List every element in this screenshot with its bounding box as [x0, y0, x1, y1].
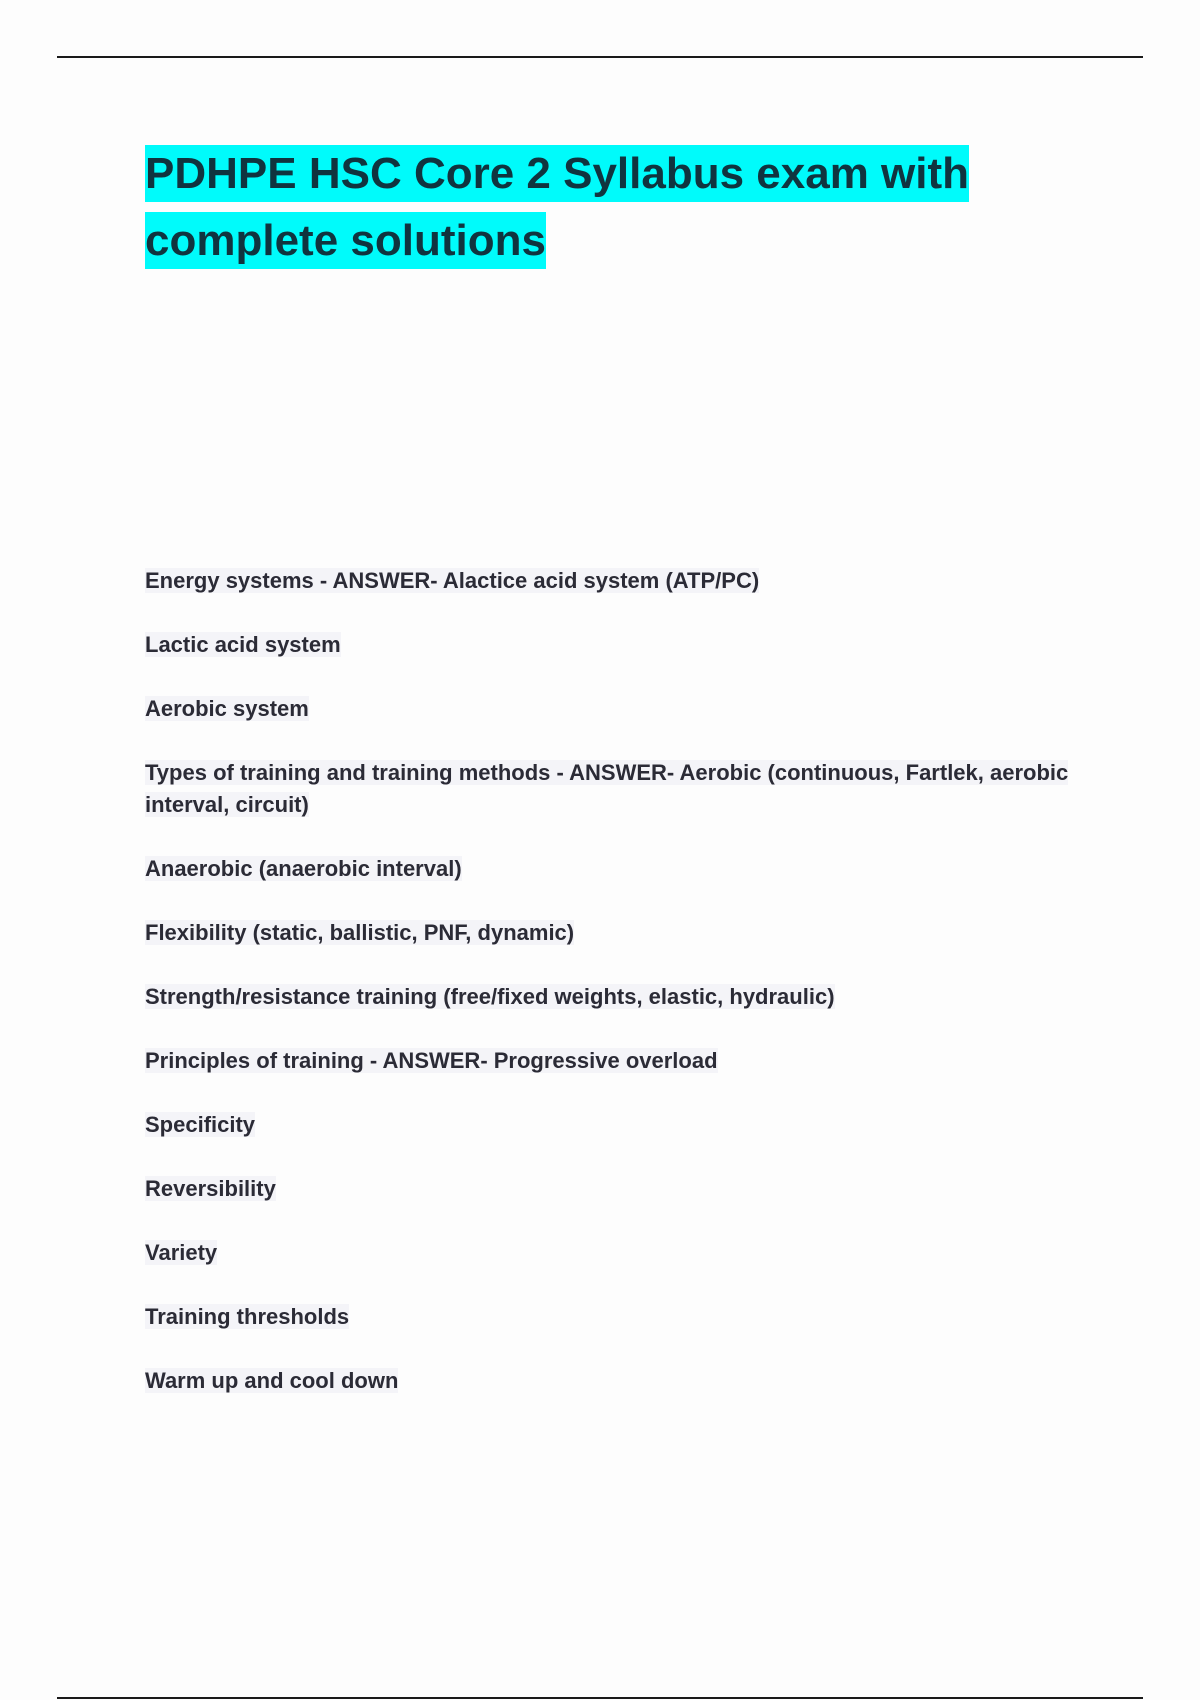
- list-item: Anaerobic (anaerobic interval): [145, 856, 462, 881]
- list-item: Specificity: [145, 1112, 256, 1137]
- header-rule: [57, 56, 1143, 58]
- footer-rule: [57, 1697, 1143, 1699]
- qa-list: [145, 565, 1085, 1429]
- list-item: Principles of training - ANSWER- Progressive overload: [145, 1048, 718, 1073]
- list-item: Variety: [145, 1240, 218, 1265]
- list-item: Reversibility: [145, 1176, 276, 1201]
- document-title-text: PDHPE HSC Core 2 Syllabus exam with complete solutions: [145, 145, 969, 269]
- list-item: Warm up and cool down: [145, 1368, 399, 1393]
- list-item: Flexibility (static, ballistic, PNF, dynamic): [145, 920, 575, 945]
- list-item: Strength/resistance training (free/fixed weights, elastic, hydraulic): [145, 984, 835, 1009]
- list-item: Lactic acid system: [145, 632, 341, 657]
- list-item: Aerobic system: [145, 696, 309, 721]
- document-title: [145, 140, 1085, 274]
- list-item: Training thresholds: [145, 1304, 350, 1329]
- list-item: Types of training and training methods - ANSWER- Aerobic (continuous, Fartlek, aerobic interval, circuit): [145, 760, 1069, 817]
- list-item: Energy systems - ANSWER- Alactice acid system (ATP/PC): [145, 568, 760, 593]
